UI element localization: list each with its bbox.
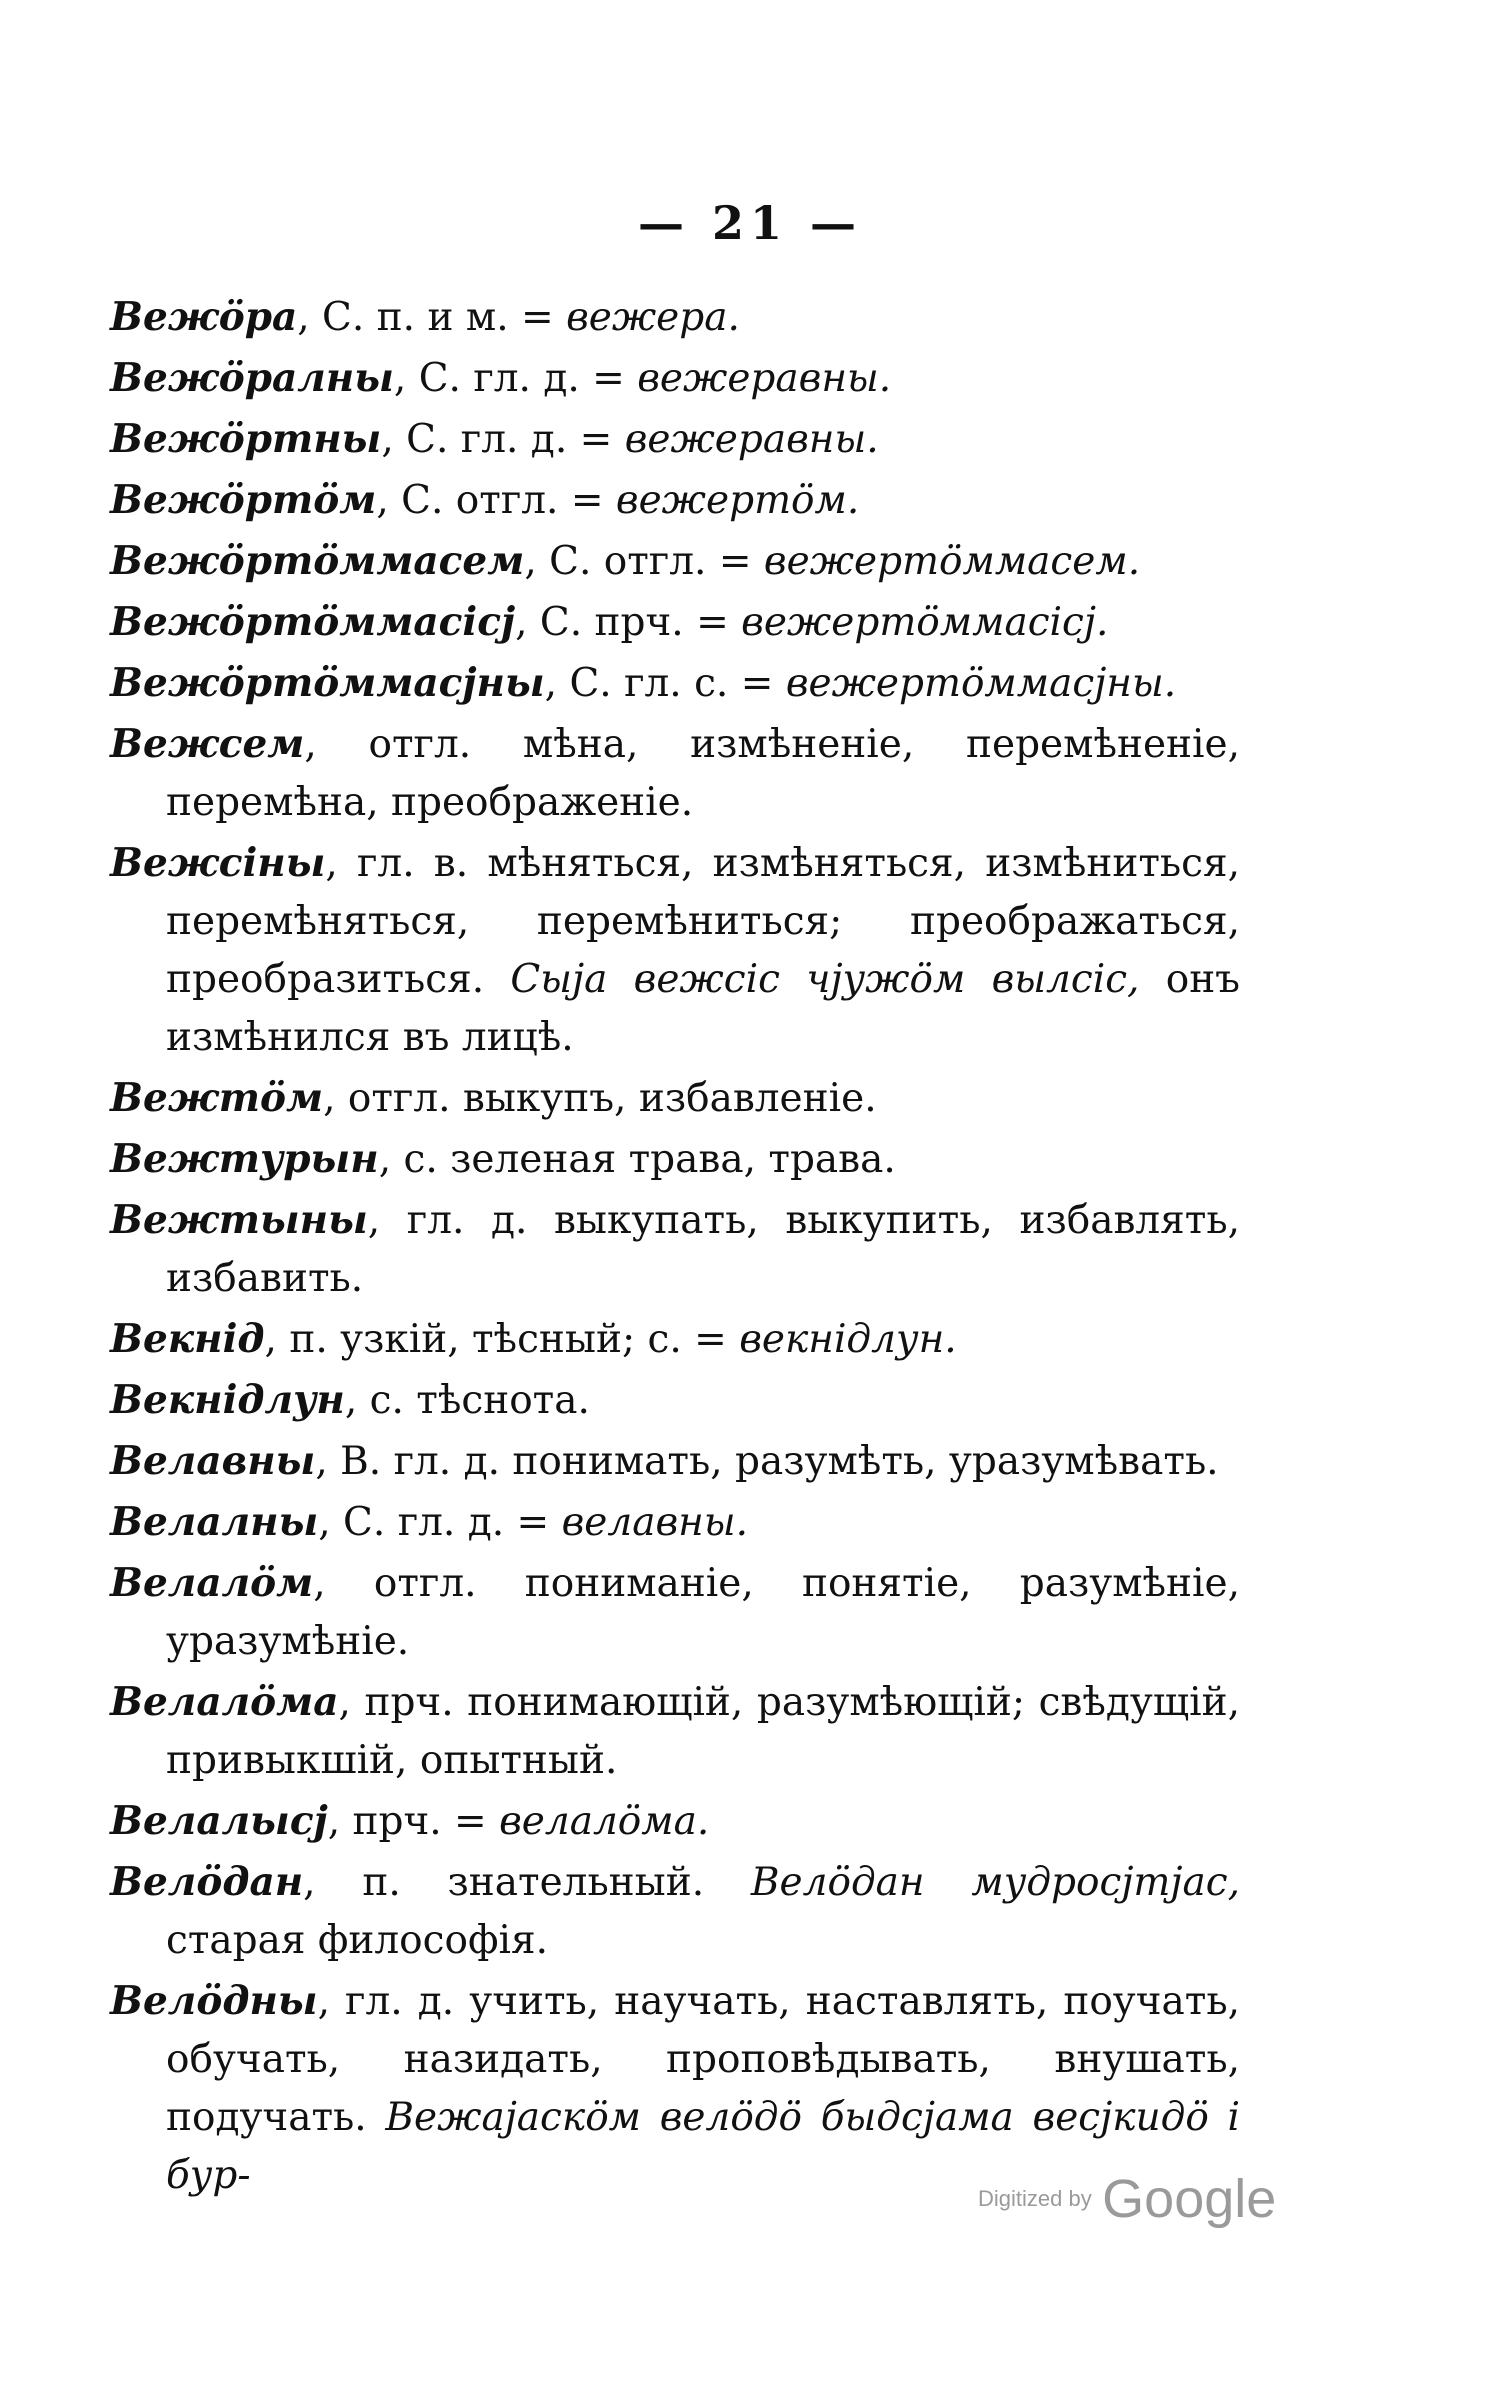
entry-definition: , отгл. выкупъ, избавленіе. [323, 1076, 877, 1121]
entry-example: вежертӧммасjны. [785, 661, 1177, 706]
dictionary-entry [110, 288, 1240, 347]
entry-definition: , п. знательный. [303, 1860, 751, 1905]
entry-headword: Векнідлун [110, 1377, 345, 1423]
dictionary-entry [110, 1673, 1240, 1790]
entry-headword: Велалӧм [110, 1560, 314, 1606]
entry-definition: , гл. д. учить, научать, наставлять, поучать, обучать, назидать, проповѣдывать, внушать, подучать. [166, 1979, 1240, 2140]
dictionary-entry [110, 834, 1240, 1067]
dictionary-entry [110, 1792, 1240, 1851]
entry-example: векнідлун. [739, 1317, 957, 1362]
entry-example: Вежаjаскӧм велӧдӧ быдсjама весjкидӧ і бур- [166, 2095, 1240, 2198]
entry-headword: Вежӧртӧммасіcj [110, 599, 516, 645]
dictionary-entry [110, 1191, 1240, 1308]
entry-definition: , С. отгл. = [376, 478, 616, 523]
entry-headword: Вежтурын [110, 1136, 379, 1182]
entry-headword: Вежсем [110, 721, 305, 767]
entry-headword: Вежӧртны [110, 416, 382, 462]
entry-definition: , В. гл. д. понимать, разумѣть, уразумѣвать. [315, 1439, 1219, 1484]
entry-headword: Вежтыны [110, 1197, 368, 1243]
entry-example: велалӧма. [499, 1799, 710, 1844]
entry-example: Велӧдан мудросjтjас, [750, 1860, 1240, 1905]
entry-example: вежертӧм. [615, 478, 860, 523]
entry-definition: , С. гл. д. = [318, 1500, 562, 1545]
entry-example: вежертӧммасіcj. [741, 600, 1109, 645]
entry-headword: Велӧдан [110, 1859, 304, 1905]
dictionary-entry [110, 593, 1240, 652]
dictionary-entry [110, 1371, 1240, 1430]
google-logo: Google [1102, 2169, 1277, 2229]
entry-definition: , отгл. пониманіе, понятіе, разумѣніе, уразумѣніе. [166, 1561, 1240, 1664]
entry-definition: , С. гл. д. = [393, 356, 638, 401]
entry-headword: Вежӧралны [110, 355, 394, 401]
entry-example: вежеравны. [624, 417, 879, 462]
entry-headword: Вежӧртӧммасем [110, 538, 525, 584]
entry-headword: Вежтӧм [110, 1075, 324, 1121]
dictionary-entry [110, 1432, 1240, 1491]
entry-example: вежеравны. [637, 356, 892, 401]
entry-definition: , С. гл. с. = [544, 661, 786, 706]
entry-definition: , прч. понимающій, разумѣющій; свѣдущій, привыкшій, опытный. [166, 1680, 1240, 1783]
entry-definition: , С. прч. = [515, 600, 742, 645]
dictionary-entry [110, 1069, 1240, 1128]
dictionary-entry [110, 1130, 1240, 1189]
entry-definition: , гл. в. мѣняться, измѣняться, измѣниться, перемѣняться, перемѣниться; преображаться, преобразиться. [166, 841, 1240, 1002]
entry-definition: , прч. = [327, 1799, 500, 1844]
entry-tail: старая философія. [166, 1918, 548, 1963]
entry-tail: онъ измѣнился въ лицѣ. [166, 957, 1240, 1060]
google-watermark [978, 2168, 1276, 2230]
entry-definition: , С. п. и м. = [297, 295, 567, 340]
dictionary-entry [110, 1310, 1240, 1369]
dictionary-entry [110, 532, 1240, 591]
dictionary-entry [110, 1493, 1240, 1552]
entry-example: Сыjа вежсіс чjужӧм вылсіс, [510, 957, 1140, 1002]
entry-headword: Векнід [110, 1316, 265, 1362]
dictionary-entries [110, 288, 1240, 2207]
entry-headword: Велалысj [110, 1798, 328, 1844]
dictionary-entry [110, 471, 1240, 530]
entry-definition: , п. узкій, тѣсный; с. = [264, 1317, 740, 1362]
dictionary-entry [110, 715, 1240, 832]
entry-headword: Велӧдны [110, 1978, 318, 2024]
entry-example: вежертӧммасем. [763, 539, 1141, 584]
entry-definition: , С. гл. д. = [381, 417, 625, 462]
entry-headword: Велалны [110, 1499, 319, 1545]
entry-definition: , с. зеленая трава, трава. [378, 1137, 896, 1182]
dictionary-entry [110, 1853, 1240, 1970]
entry-definition: , с. тѣснота. [344, 1378, 590, 1423]
entry-headword: Велавны [110, 1438, 316, 1484]
entry-headword: Велалӧма [110, 1679, 339, 1725]
watermark-prefix: Digitized by [978, 2186, 1092, 2211]
entry-headword: Вежӧра [110, 294, 298, 340]
dictionary-entry [110, 1554, 1240, 1671]
entry-definition: , гл. д. выкупать, выкупить, избавлять, избавить. [166, 1198, 1240, 1301]
entry-headword: Вежӧртӧммасjны [110, 660, 545, 706]
dictionary-entry [110, 410, 1240, 469]
entry-definition: , С. отгл. = [524, 539, 764, 584]
entry-example: велавны. [561, 1500, 748, 1545]
entry-example: вежера. [566, 295, 740, 340]
entry-headword: Вежсіны [110, 840, 326, 886]
dictionary-entry [110, 349, 1240, 408]
dictionary-entry [110, 654, 1240, 713]
page-number: — 21 — [637, 196, 863, 250]
entry-headword: Вежӧртӧм [110, 477, 377, 523]
entry-definition: , отгл. мѣна, измѣненіе, перемѣненіе, перемѣна, преображеніе. [166, 722, 1240, 825]
